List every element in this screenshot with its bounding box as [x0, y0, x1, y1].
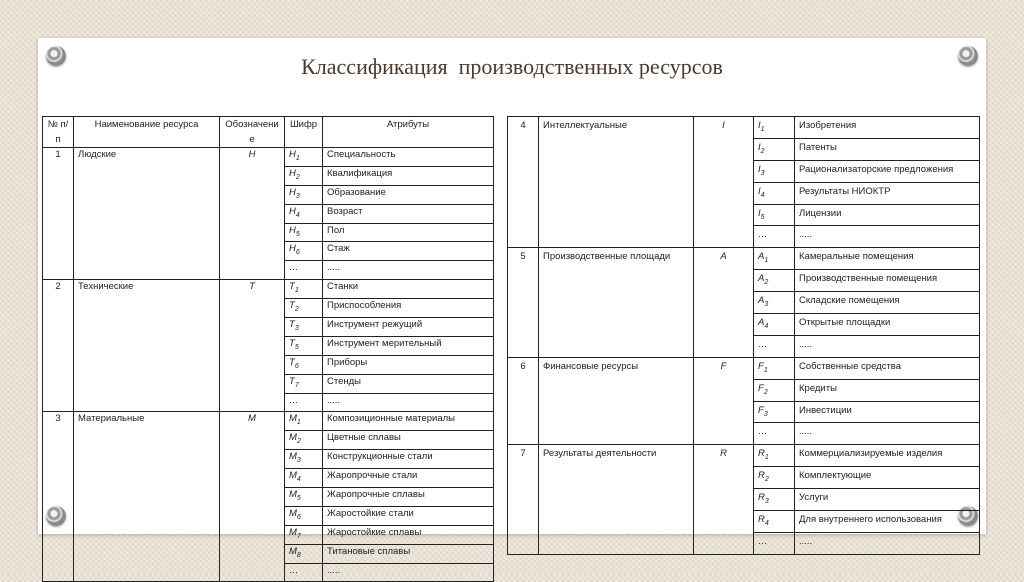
- resource-code: [285, 148, 323, 167]
- resource-code: [754, 314, 795, 336]
- resource-attribute: Собственные средства: [795, 357, 980, 379]
- resource-code: [285, 469, 323, 488]
- resource-designation: M: [220, 412, 285, 582]
- code-index: 3: [295, 192, 300, 200]
- resource-code: [285, 374, 323, 393]
- resource-attribute: .....: [323, 393, 494, 412]
- resource-attribute: Станки: [323, 280, 494, 299]
- resource-attribute: Приборы: [323, 355, 494, 374]
- code-letter: A: [758, 295, 765, 307]
- resource-attribute: .....: [795, 226, 980, 248]
- resource-code: [754, 292, 795, 314]
- code-letter: I: [758, 120, 761, 131]
- table-row: [43, 148, 494, 167]
- group-number: 7: [508, 445, 539, 554]
- code-index: 2: [295, 173, 300, 181]
- resource-designation: T: [220, 280, 285, 412]
- code-index: 4: [760, 191, 765, 199]
- group-number: 3: [43, 412, 74, 582]
- group-number: 2: [43, 280, 74, 412]
- resource-attribute: Для внутреннего использования: [795, 511, 980, 533]
- code-index: 1: [764, 257, 769, 265]
- code-letter: T: [289, 281, 295, 293]
- code-letter: M: [289, 451, 297, 463]
- slide-sheet: [38, 38, 986, 576]
- code-index: 2: [764, 476, 769, 484]
- code-index: 3: [764, 498, 769, 506]
- resource-attribute: Рационализаторские предложения: [795, 160, 980, 182]
- resource-code: [285, 280, 323, 299]
- code-letter: I: [758, 141, 761, 153]
- code-letter: …: [289, 564, 299, 576]
- resource-attribute: .....: [323, 261, 494, 280]
- code-index: 4: [764, 322, 769, 330]
- code-index: 6: [295, 249, 300, 257]
- code-letter: M: [289, 507, 297, 519]
- code-index: 7: [296, 532, 301, 540]
- code-letter: M: [289, 470, 297, 482]
- resource-attribute: Стенды: [323, 374, 494, 393]
- code-letter: M: [289, 432, 297, 444]
- resource-code: [285, 242, 323, 261]
- resource-attribute: Результаты НИОКТР: [795, 182, 980, 204]
- code-letter: M: [289, 489, 297, 501]
- code-letter: I: [758, 163, 761, 175]
- resource-code: [754, 182, 795, 204]
- resource-attribute: .....: [795, 335, 980, 357]
- resource-attribute: Жаростойкие стали: [323, 506, 494, 525]
- resource-name: Технические: [74, 280, 220, 412]
- code-index: 6: [296, 513, 301, 521]
- code-letter: H: [289, 205, 296, 217]
- resource-code: [285, 412, 323, 431]
- code-letter: T: [289, 375, 295, 387]
- resource-code: [754, 467, 795, 489]
- resource-code: [285, 318, 323, 337]
- resource-code: [754, 357, 795, 379]
- code-letter: T: [289, 337, 295, 349]
- code-letter: H: [289, 186, 296, 198]
- group-number: 4: [508, 117, 539, 248]
- resource-attribute: Складские помещения: [795, 292, 980, 314]
- resource-code: [754, 532, 795, 554]
- code-index: 6: [294, 362, 299, 370]
- code-letter: H: [289, 167, 296, 179]
- resource-attribute: Жаростойкие сплавы: [323, 525, 494, 544]
- resource-attribute: Квалификация: [323, 166, 494, 185]
- code-index: 2: [296, 438, 301, 446]
- code-index: 3: [296, 457, 301, 465]
- resource-attribute: Возраст: [323, 204, 494, 223]
- resource-attribute: .....: [795, 423, 980, 445]
- code-letter: T: [289, 356, 295, 368]
- resource-designation: R: [694, 445, 754, 554]
- resource-attribute: Патенты: [795, 138, 980, 160]
- resource-name: Материальные: [74, 412, 220, 582]
- code-index: 1: [296, 419, 301, 427]
- resource-designation: I: [694, 117, 754, 248]
- resource-attribute: Пол: [323, 223, 494, 242]
- code-letter: R: [758, 448, 765, 460]
- code-index: 5: [294, 343, 299, 351]
- resource-attribute: Коммерциализируемые изделия: [795, 445, 980, 467]
- resource-attribute: .....: [323, 563, 494, 582]
- group-number: 5: [508, 248, 539, 357]
- resource-code: [754, 117, 795, 139]
- code-index: 5: [296, 494, 301, 502]
- code-index: 1: [763, 366, 768, 374]
- code-letter: I: [758, 207, 761, 219]
- resource-attribute: Цветные сплавы: [323, 431, 494, 450]
- resource-code: [754, 379, 795, 401]
- code-letter: …: [758, 229, 768, 241]
- code-letter: M: [289, 545, 297, 557]
- resources-table-left: [42, 116, 494, 582]
- resource-code: [285, 166, 323, 185]
- code-letter: I: [758, 185, 761, 197]
- code-letter: T: [289, 319, 295, 331]
- code-letter: F: [758, 360, 764, 372]
- resource-attribute: Жаропрочные сплавы: [323, 488, 494, 507]
- code-letter: A: [758, 251, 765, 263]
- code-index: 3: [760, 169, 765, 177]
- table-row: [508, 445, 980, 467]
- resource-code: [754, 423, 795, 445]
- resource-attribute: Приспособления: [323, 299, 494, 318]
- code-index: 4: [295, 211, 300, 219]
- resource-attribute: Открытые площадки: [795, 314, 980, 336]
- resource-code: [285, 261, 323, 280]
- page-title: Классификация производственных ресурсов: [301, 54, 723, 79]
- resource-code: [285, 506, 323, 525]
- header-attributes: Атрибуты: [323, 117, 494, 148]
- table-row: [508, 357, 980, 379]
- resource-code: [754, 511, 795, 533]
- resource-attribute: Конструкционные стали: [323, 450, 494, 469]
- resource-attribute: Жаропрочные стали: [323, 469, 494, 488]
- code-letter: H: [289, 243, 296, 255]
- resource-attribute: Стаж: [323, 242, 494, 261]
- resource-attribute: Кредиты: [795, 379, 980, 401]
- resource-attribute: .....: [795, 532, 980, 554]
- code-index: 3: [764, 301, 769, 309]
- resource-code: [754, 226, 795, 248]
- code-index: 2: [764, 279, 769, 287]
- resource-attribute: Инструмент режущий: [323, 318, 494, 337]
- resource-code: [285, 450, 323, 469]
- code-index: 3: [294, 324, 299, 332]
- resources-table-right: [507, 116, 980, 555]
- resource-code: [754, 489, 795, 511]
- code-index: 8: [296, 551, 301, 559]
- resource-code: [754, 445, 795, 467]
- resource-code: [285, 431, 323, 450]
- resource-attribute: Лицензии: [795, 204, 980, 226]
- code-letter: …: [289, 394, 299, 406]
- resource-attribute: Композиционные материалы: [323, 412, 494, 431]
- resource-code: [285, 544, 323, 563]
- resource-name: Производственные площади: [539, 248, 694, 357]
- resource-designation: H: [220, 148, 285, 280]
- code-letter: …: [758, 338, 768, 350]
- resource-designation: F: [694, 357, 754, 445]
- resource-designation: A: [694, 248, 754, 357]
- resource-attribute: Инвестиции: [795, 401, 980, 423]
- header-code: Шифр: [285, 117, 323, 148]
- resource-attribute: Образование: [323, 185, 494, 204]
- resource-code: [754, 335, 795, 357]
- resource-code: [285, 299, 323, 318]
- code-letter: F: [758, 382, 764, 394]
- resource-attribute: Комплектующие: [795, 467, 980, 489]
- resource-code: [754, 138, 795, 160]
- code-letter: A: [758, 317, 765, 329]
- table-row: [508, 248, 980, 270]
- table-header-row: [43, 117, 494, 148]
- code-letter: R: [758, 492, 765, 504]
- header-num: № п/п: [43, 117, 74, 148]
- resource-name: Людские: [74, 148, 220, 280]
- resource-code: [285, 525, 323, 544]
- resource-code: [285, 336, 323, 355]
- code-index: 4: [764, 519, 769, 527]
- resource-attribute: Камеральные помещения: [795, 248, 980, 270]
- table-row: [43, 280, 494, 299]
- resource-name: Интеллектуальные: [539, 117, 694, 248]
- header-designation: Обозначение: [220, 117, 285, 148]
- code-letter: R: [758, 470, 765, 482]
- code-index: 2: [763, 388, 768, 396]
- code-letter: …: [758, 535, 768, 547]
- code-index: 5: [295, 230, 300, 238]
- code-index: 3: [763, 410, 768, 418]
- table-row: [43, 412, 494, 431]
- resource-code: [285, 393, 323, 412]
- resource-code: [285, 488, 323, 507]
- code-index: 4: [296, 476, 301, 484]
- table-row: [508, 117, 980, 139]
- code-letter: R: [758, 514, 765, 526]
- resource-attribute: Специальность: [323, 148, 494, 167]
- code-letter: …: [289, 262, 299, 274]
- code-index: 1: [294, 287, 299, 295]
- code-index: 2: [760, 147, 765, 155]
- code-index: 2: [294, 306, 299, 314]
- code-letter: F: [758, 404, 764, 416]
- resource-code: [754, 204, 795, 226]
- resource-attribute: Услуги: [795, 489, 980, 511]
- group-number: 6: [508, 357, 539, 445]
- code-index: 1: [760, 125, 765, 133]
- group-number: 1: [43, 148, 74, 280]
- resource-code: [285, 563, 323, 582]
- resource-name: Финансовые ресурсы: [539, 357, 694, 445]
- resource-code: [754, 160, 795, 182]
- code-index: 7: [294, 381, 299, 389]
- resource-attribute: Титановые сплавы: [323, 544, 494, 563]
- resource-attribute: Изобретения: [795, 117, 980, 139]
- resource-code: [754, 401, 795, 423]
- resource-code: [285, 355, 323, 374]
- header-name: Наименование ресурса: [74, 117, 220, 148]
- code-letter: H: [289, 149, 296, 160]
- code-index: 5: [760, 213, 765, 221]
- resource-code: [754, 248, 795, 270]
- code-letter: …: [758, 426, 768, 438]
- code-index: 1: [295, 154, 300, 162]
- code-letter: A: [758, 273, 765, 285]
- resource-code: [285, 185, 323, 204]
- code-index: 1: [764, 454, 769, 462]
- resource-code: [285, 223, 323, 242]
- resource-code: [754, 270, 795, 292]
- resource-attribute: Производственные помещения: [795, 270, 980, 292]
- code-letter: H: [289, 224, 296, 236]
- resource-attribute: Инструмент мерительный: [323, 336, 494, 355]
- resource-name: Результаты деятельности: [539, 445, 694, 554]
- code-letter: M: [289, 413, 297, 425]
- resource-code: [285, 204, 323, 223]
- code-letter: M: [289, 526, 297, 538]
- code-letter: T: [289, 300, 295, 312]
